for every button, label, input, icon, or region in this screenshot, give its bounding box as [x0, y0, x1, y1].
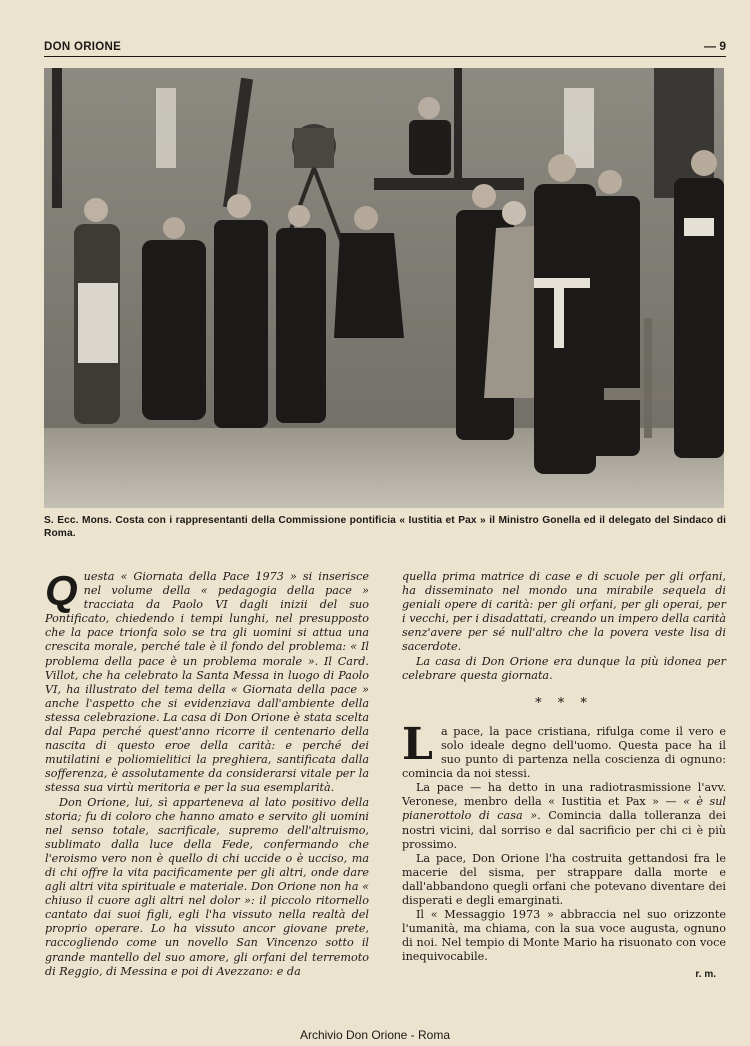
paragraph-text: . Comincia dalla tolleranza dei nostri vicini, dal sorriso e dal sacrificio per chi ci è più prossimo.: [402, 809, 726, 851]
right-top-section: [402, 570, 726, 683]
page-header: [44, 40, 726, 57]
quote-text: « è sul pianerottolo di casa »: [402, 795, 726, 823]
paragraph: [45, 567, 369, 796]
article-right-column: [402, 570, 726, 983]
photo-illustration: [44, 68, 724, 508]
paragraph-text: uesta « Giornata della Pace 1973 » si inserisce nel volume della « pedagogia della pace » tracciata da Paolo VI dagli inizii del suo Pontificato, chiedendo i tempi lunghi, nel presupposto che la pace trionfa solo se tra gli uomini si attua una crescita morale, perché tale è il fondo del problema: « Il problema della pace è un problema morale ». Il Card. Villot, che ha celebrato la Santa Messa in luogo di Paolo VI, ha illustrato del tema della « Giornata della pace » anche l'aspetto che si evidenziava dall'ambiente della stessa celebrazione. La casa di Don Orione è stata scelta dal Papa perché quest'anno ricorre il centenario della nascita di questo eroe della carità: e perché dei mutilatini e poliomielitici la preghiera, santificata dalla sofferenza, è assolutamente da considerarsi vitale per la stessa sua virtù meritoria e per la sua esemplarità.: [45, 570, 369, 795]
dropcap-letter: Q: [45, 567, 78, 614]
magazine-title: DON ORIONE: [44, 41, 122, 53]
dropcap-letter: L: [402, 718, 433, 770]
paragraph: La pace, Don Orione l'ha costruita gettandosi fra le macerie del sisma, per strappare dalla morte e dall'abbandono quegli orfani che potevano diventare dei disperati e degli emarginati.: [402, 851, 726, 907]
section-separator: * * *: [535, 695, 593, 711]
paragraph: Il « Messaggio 1973 » abbraccia nel suo orizzonte l'umanità, ma chiama, con la sua voce augusta, ognuno di noi. Nel tempio di Monte Mario ha risuonato con voce inequivocabile.: [402, 908, 726, 964]
paragraph-text: a pace, la pace cristiana, rifulga come il vero e solo ideale degno dell'uomo. Questa pace ha il suo punto di partenza nella coscienza di ognuno: comincia da noi stessi.: [402, 724, 726, 781]
paragraph: [402, 781, 726, 851]
paragraph: quella prima matrice di case e di scuole per gli orfani, ha disseminato nel mondo una mirabile sequela di geniali opere di carità: per gli orfani, per gli operai, per i vecchi, per i disadattati, creando un impero della carità senz'avere per sé null'altro che la povera veste lisa di sacerdote.: [402, 570, 726, 654]
page-number: — 9: [703, 39, 726, 53]
photo-caption: S. Ecc. Mons. Costa con i rappresentanti della Commissione pontificia « Iustitia et Pax » il Ministro Gonella ed il delegato del Sindaco di Roma.: [44, 515, 726, 539]
author-signature: r. m.: [695, 969, 716, 981]
group-photograph: [44, 68, 724, 508]
archive-footer: Archivio Don Orione - Roma: [299, 1028, 451, 1042]
paragraph: [402, 718, 726, 781]
right-bottom-section: [402, 718, 726, 983]
paragraph: Don Orione, lui, sì apparteneva al lato positivo della storia; fu di coloro che hanno amato e servito gli uomini nel senso totale, sacrificale, supremo dell'altruismo, sublimato dalla luce della Fede, confermando che l'eroismo vero non è quello di chi uccide o è ucciso, ma di chi offre la vita pacificamente per gli altri, onde dare agli altri vita spirituale e materiale. Don Orione non ha « chiuso il cuore agli altri nel dolor »: il piccolo ritornello cantato dai suoi figli, egli l'ha vissuto nella realtà del proprio operare. Lo ha vissuto ancor giovane prete, raccogliendo come un novello San Vincenzo sotto il grande mantello del suo amore, gli orfani del terremoto di Reggio, di Messina e poi di Avezzano: e da: [45, 795, 369, 978]
paragraph: La casa di Don Orione era dunque la più idonea per celebrare questa giornata.: [402, 654, 726, 682]
article-left-column: [45, 567, 369, 979]
paragraph-text: La pace — ha detto in una radiotrasmissione l'avv. Veronese, menbro della « Iustitia et Pax » —: [402, 781, 726, 809]
